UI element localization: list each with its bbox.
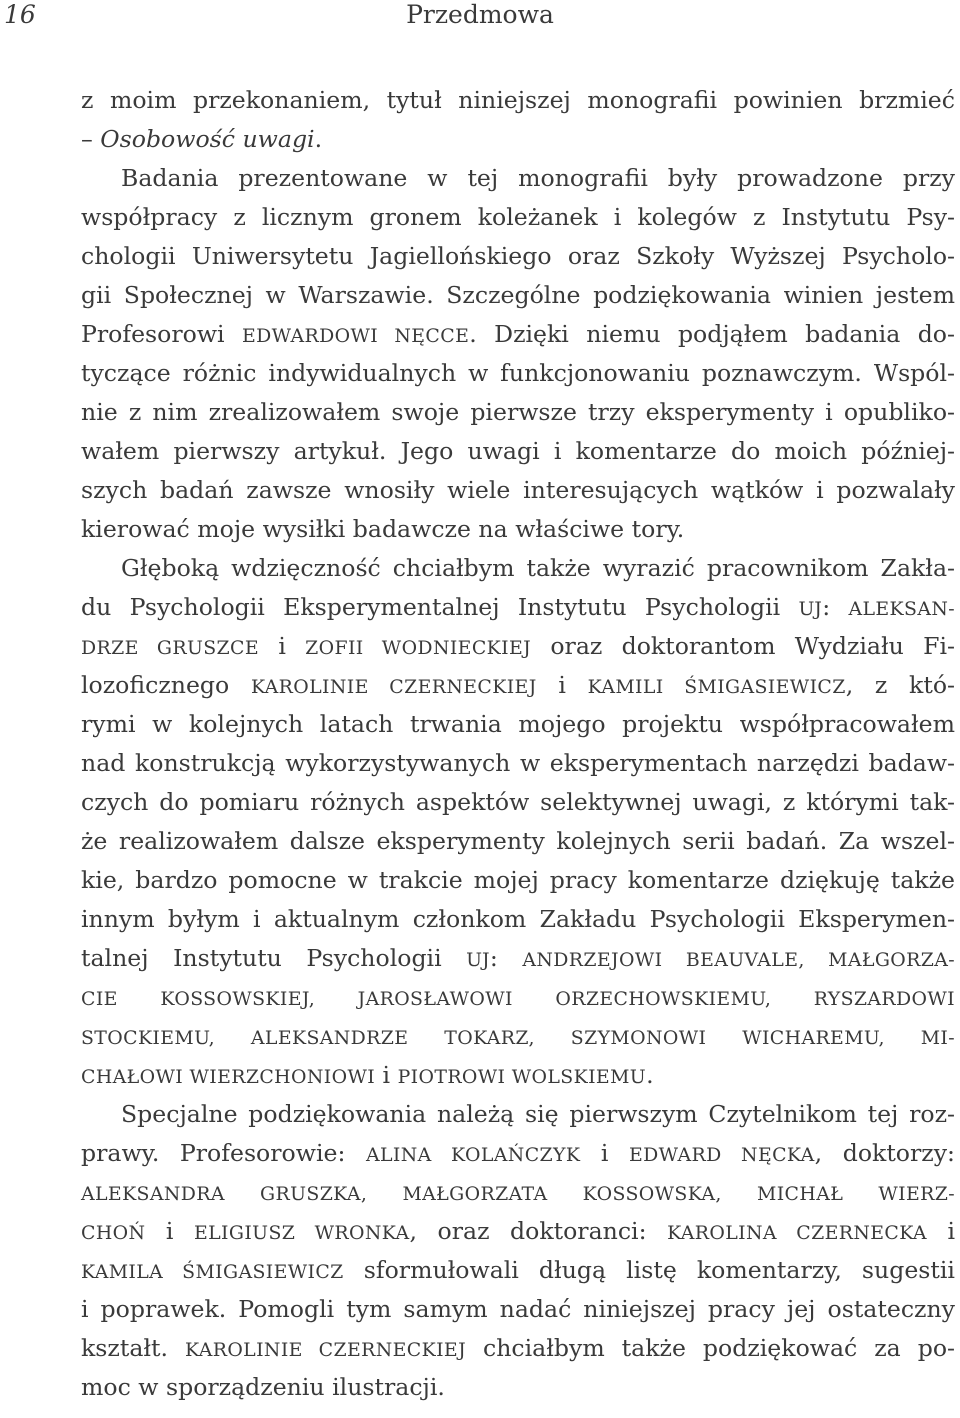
text-line: – Osobowość uwagi. [81,125,323,153]
text-line: CIE KOSSOWSKIEJ, JAROSŁAWOWI ORZECHOWSKIEMU, RYSZARDOWI [81,988,955,1010]
text-line: ALEKSANDRA GRUSZKA, MAŁGORZATA KOSSOWSKA, MICHAŁ WIERZ- [81,1183,955,1205]
text-line: talnej Instytutu Psychologii UJ: ANDRZEJOWI BEAUVALE, MAŁGORZA- [81,944,956,972]
text-line: KAMILA ŚMIGASIEWICZ sformułowali długą listę komentarzy, sugestii [81,1256,955,1284]
text-line: że realizowałem dalsze eksperymenty kolejnych serii badań. Za wszel- [81,827,955,855]
text-line: innym byłym i aktualnym członkom Zakładu Psychologii Eksperymen- [81,905,955,933]
text-line: nad konstrukcją wykorzystywanych w eksperymentach narzędzi badaw- [81,749,955,777]
text-line: prawy. Profesorowie: ALINA KOLAŃCZYK i EDWARD NĘCKA, doktorzy: [81,1139,955,1167]
text-line: chologii Uniwersytetu Jagiellońskiego oraz Szkoły Wyższej Psycholo- [81,242,955,270]
chapter-title: Przedmowa [406,0,554,29]
text-line: kie, bardzo pomocne w trakcie mojej pracy komentarze dziękuję także [81,866,955,894]
text-line: z moim przekonaniem, tytuł niniejszej monografii powinien brzmieć [81,86,955,114]
text-line: nie z nim zrealizowałem swoje pierwsze trzy eksperymenty i opubliko- [81,398,955,426]
text-line: kształt. KAROLINIE CZERNECKIEJ chciałbym także podziękować za po- [81,1334,956,1362]
text-line: CHOŃ i ELIGIUSZ WRONKA, oraz doktoranci: KAROLINA CZERNECKA i [81,1217,955,1245]
text-line: szych badań zawsze wnosiły wiele interesujących wątków i pozwalały [81,476,955,504]
text-line: Badania prezentowane w tej monografii były prowadzone przy [121,164,955,192]
text-line: Specjalne podziękowania należą się pierwszym Czytelnikom tej roz- [121,1100,955,1128]
text-line: DRZE GRUSZCE i ZOFII WODNIECKIEJ oraz doktorantom Wydziału Fi- [81,632,956,660]
text-line: czych do pomiaru różnych aspektów selektywnej uwagi, z którymi tak- [81,788,955,816]
text-line: STOCKIEMU, ALEKSANDRZE TOKARZ, SZYMONOWI WICHAREMU, MI- [81,1027,955,1049]
text-line: Głęboką wdzięczność chciałbym także wyrazić pracownikom Zakła- [121,554,955,582]
body-text [81,81,955,1407]
text-line: CHAŁOWI WIERZCHONIOWI i PIOTROWI WOLSKIEMU. [81,1061,654,1089]
text-line: współpracy z licznym gronem koleżanek i kolegów z Instytutu Psy- [81,203,955,231]
running-head [0,0,960,40]
text-line: du Psychologii Eksperymentalnej Instytutu Psychologii UJ: ALEKSAN- [81,593,956,621]
text-line: wałem pierwszy artykuł. Jego uwagi i komentarze do moich później- [81,437,955,465]
text-line: rymi w kolejnych latach trwania mojego projektu współpracowałem [81,710,955,738]
text-line: moc w sporządzeniu ilustracji. [81,1373,445,1401]
text-line: gii Społecznej w Warszawie. Szczególne podziękowania winien jestem [81,281,955,309]
text-line: lozoficznego KAROLINIE CZERNECKIEJ i KAMILI ŚMIGASIEWICZ, z któ- [81,671,956,699]
text-line: kierować moje wysiłki badawcze na właściwe tory. [81,515,685,543]
text-line: tyczące różnic indywidualnych w funkcjonowaniu poznawczym. Wspól- [81,359,955,387]
text-line: i poprawek. Pomogli tym samym nadać niniejszej pracy jej ostateczny [81,1295,955,1323]
page-number: 16 [4,0,36,29]
text-line: Profesorowi EDWARDOWI NĘCCE. Dzięki niemu podjąłem badania do- [81,320,955,348]
